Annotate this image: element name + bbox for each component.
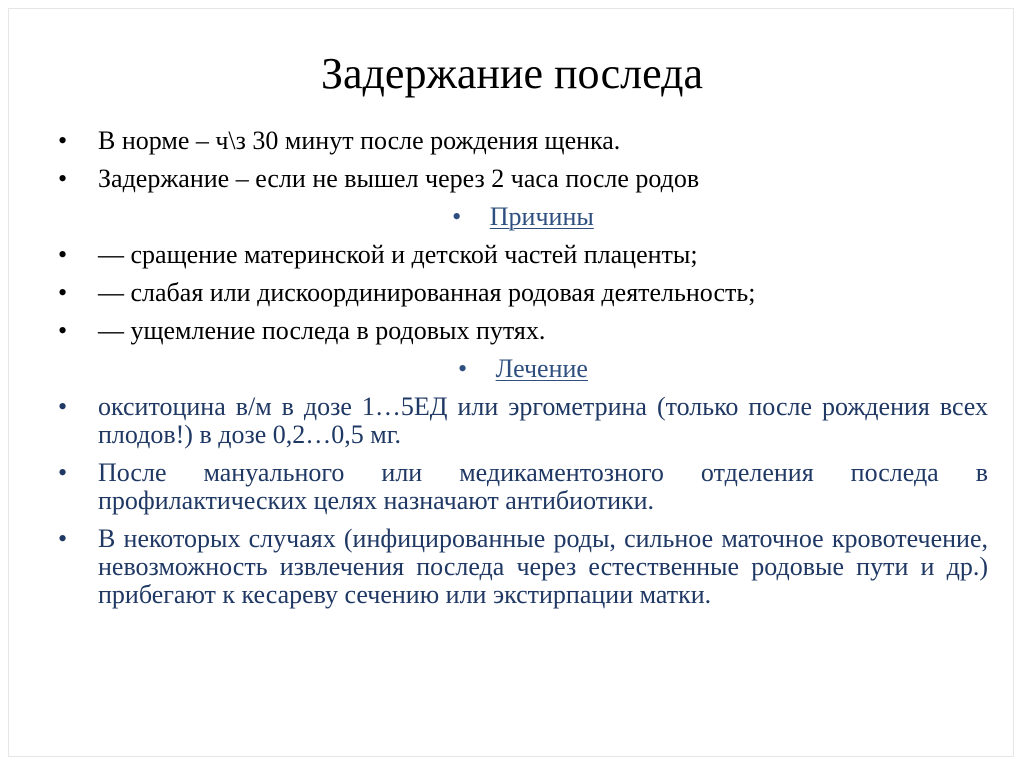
bullet-list: [58, 127, 988, 619]
slide-title: Задержание последа: [320, 49, 704, 98]
bullet-icon: •: [58, 316, 68, 345]
section-heading-treatment: [58, 355, 988, 383]
list-item-text: — ущемление последа в родовых путях.: [98, 316, 546, 345]
bullet-icon: •: [58, 240, 68, 269]
list-item-text: После мануального или медикаментозного отделения последа в профилактических целях назначают антибиотики.: [98, 458, 988, 515]
section-heading-text: Лечение: [495, 354, 588, 383]
list-item-text: В некоторых случаях (инфицированные роды, сильное маточное кровотечение, невозможность извлечения последа через естественные родовые пути и др.) прибегают к кесареву сечению или экстирпации матки.: [98, 524, 988, 609]
bullet-icon: •: [58, 278, 68, 307]
bullet-icon: •: [458, 354, 468, 383]
section-heading-text: Причины: [489, 202, 594, 231]
list-item-text: — слабая или дискоординированная родовая деятельность;: [98, 278, 756, 307]
list-item-cause-weak-labor: [58, 279, 988, 307]
list-item-treatment-antibiotics: [58, 459, 988, 515]
list-item-text: Задержание – если не вышел через 2 часа после родов: [98, 164, 700, 193]
list-item-text: В норме – ч\з 30 минут после рождения щенка.: [98, 126, 621, 155]
list-item-cause-fusion: [58, 241, 988, 269]
list-item-text: — сращение материнской и детской частей плаценты;: [98, 240, 698, 269]
bullet-icon: •: [58, 392, 68, 421]
bullet-icon: •: [58, 164, 68, 193]
list-item-cause-entrapment: [58, 317, 988, 345]
section-heading-causes: [58, 203, 988, 231]
bullet-icon: •: [452, 202, 462, 231]
list-item-norm: [58, 127, 988, 155]
list-item-retention-definition: [58, 165, 988, 193]
list-item-treatment-surgery: [58, 525, 988, 609]
list-item-text: окситоцина в/м в дозе 1…5ЕД или эргометрина (только после рождения всех плодов!) в дозе 0,2…0,5 мг.: [98, 392, 988, 449]
bullet-icon: •: [58, 126, 68, 155]
bullet-icon: •: [58, 524, 68, 553]
list-item-treatment-oxytocin: [58, 393, 988, 449]
bullet-icon: •: [58, 458, 68, 487]
